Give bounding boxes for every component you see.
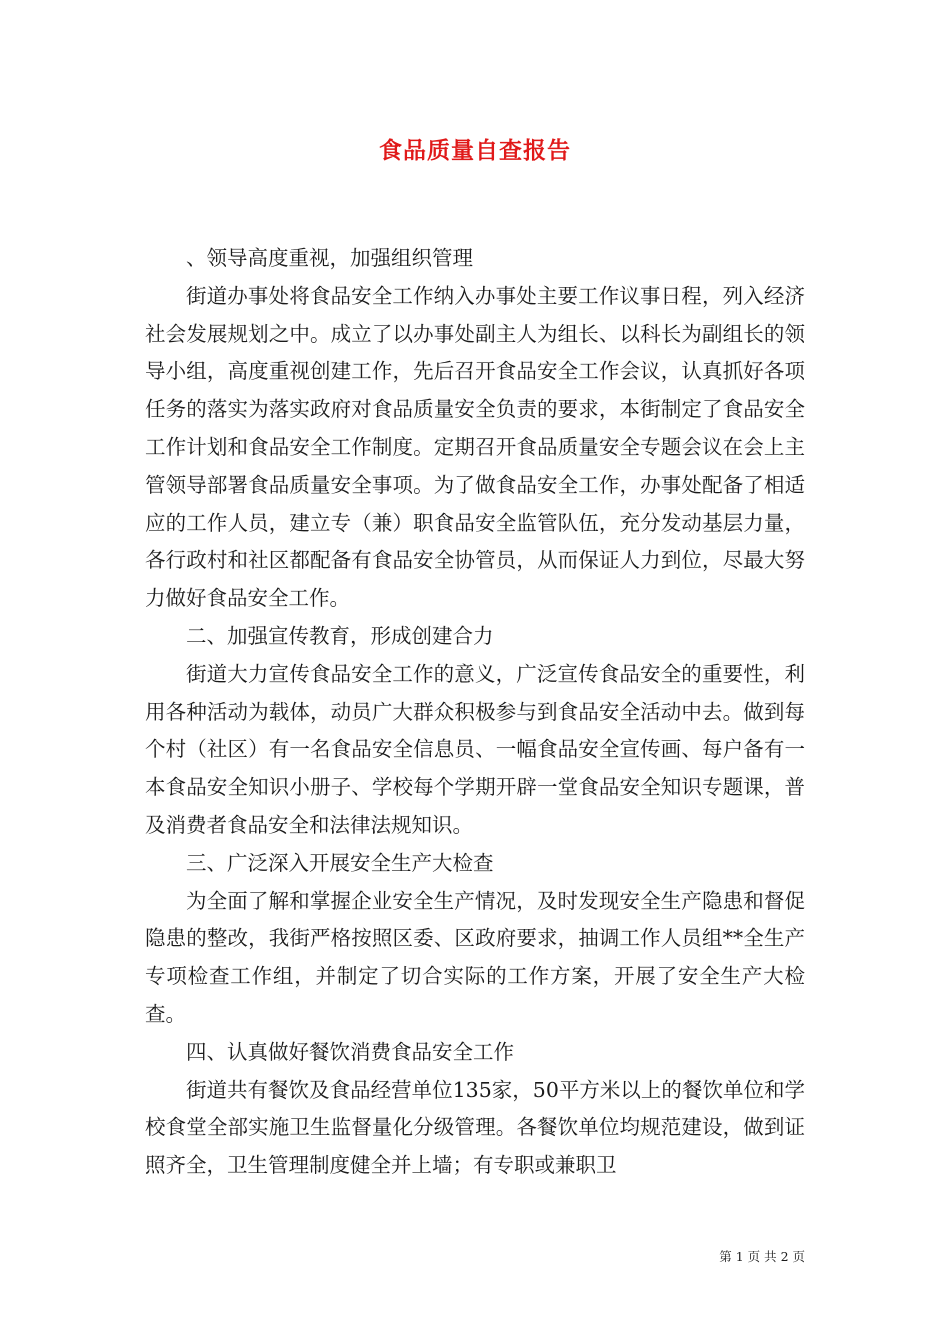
paragraph-4: 街道共有餐饮及食品经营单位135家，50平方米以上的餐饮单位和学校食堂全部实施卫生监督量化分级管理。各餐饮单位均规范建设，做到证照齐全，卫生管理制度健全并上墙；有专职或兼职卫 (145, 1077, 805, 1178)
document-title: 食品质量自查报告 (379, 137, 571, 164)
paragraph-1: 街道办事处将食品安全工作纳入办事处主要工作议事日程，列入经济社会发展规划之中。成立了以办事处副主人为组长、以科长为副组长的领导小组，高度重视创建工作，先后召开食品安全工作会议，认真抓好各项任务的落实为落实政府对食品质量安全负责的要求，本街制定了食品安全工作计划和食品安全工作制度。定期召开食品质量安全专题会议在会上主管领导部署食品质量安全事项。为了做食品安全工作，办事处配备了相适应的工作人员，建立专（兼）职食品安全监管队伍，充分发动基层力量，各行政村和社区都配备有食品安全协管员，从而保证人力到位，尽最大努力做好食品安全工作。 (145, 283, 805, 611)
section-heading-1: 、领导高度重视，加强组织管理 (186, 246, 473, 270)
section-heading-4: 四、认真做好餐饮消费食品安全工作 (186, 1039, 514, 1064)
page-number: 第 1 页 共 2 页 (719, 1249, 805, 1264)
document-body (145, 240, 805, 1185)
paragraph-2: 街道大力宣传食品安全工作的意义，广泛宣传食品安全的重要性，利用各种活动为载体，动员广大群众积极参与到食品安全活动中去。做到每个村（社区）有一名食品安全信息员、一幅食品安全宣传画、每户备有一本食品安全知识小册子、学校每个学期开辟一堂食品安全知识专题课，普及消费者食品安全和法律法规知识。 (145, 661, 805, 837)
paragraph-3: 为全面了解和掌握企业安全生产情况，及时发现安全生产隐患和督促隐患的整改，我街严格按照区委、区政府要求，抽调工作人员组**全生产专项检查工作组，并制定了切合实际的工作方案，开展了安全生产大检查。 (145, 888, 805, 1026)
section-heading-3: 三、广泛深入开展安全生产大检查 (186, 850, 494, 875)
section-heading-2: 二、加强宣传教育，形成创建合力 (186, 623, 494, 648)
